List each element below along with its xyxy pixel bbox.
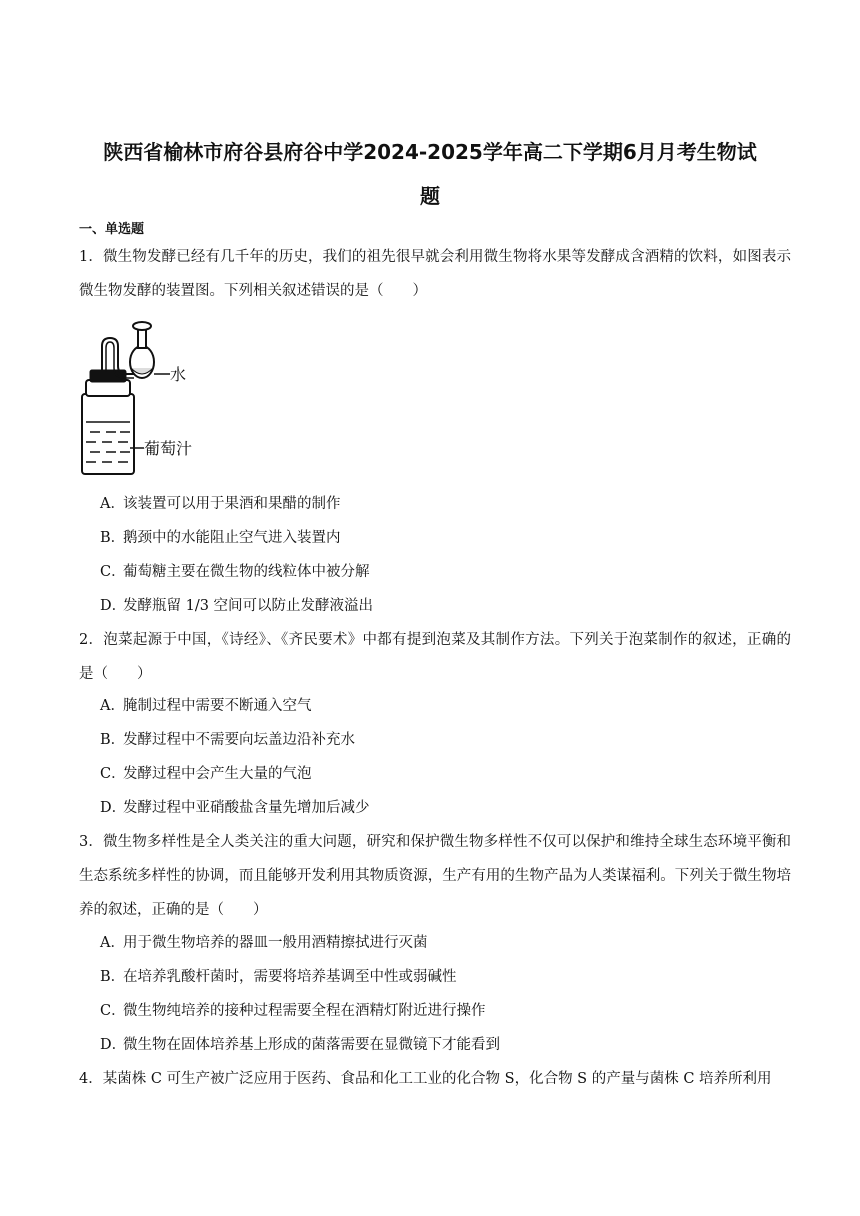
figure-label-grape-juice: 葡萄汁 bbox=[144, 439, 193, 458]
question-3-option-a: A．用于微生物培养的器皿一般用酒精擦拭进行灭菌 bbox=[100, 935, 428, 951]
figure-label-water: 水 bbox=[170, 365, 187, 384]
question-2-option-d: D．发酵过程中亚硝酸盐含量先增加后减少 bbox=[100, 800, 370, 816]
question-3-option-c: C．微生物纯培养的接种过程需要全程在酒精灯附近进行操作 bbox=[100, 1003, 486, 1019]
question-1-option-b: B．鹅颈中的水能阻止空气进入装置内 bbox=[100, 530, 341, 546]
question-2-option-b: B．发酵过程中不需要向坛盖边沿补充水 bbox=[100, 732, 355, 748]
question-1-option-c: C．葡萄糖主要在微生物的线粒体中被分解 bbox=[100, 564, 370, 580]
question-1-stem: 1．微生物发酵已经有几千年的历史，我们的祖先很早就会利用微生物将水果等发酵成含酒精的饮料，如图表示微生物发酵的装置图。下列相关叙述错误的是（ ） bbox=[79, 249, 791, 299]
section-heading: 一、单选题 bbox=[79, 222, 145, 237]
fermentation-apparatus-figure bbox=[78, 314, 208, 478]
question-1-option-a: A．该装置可以用于果酒和果醋的制作 bbox=[100, 496, 341, 512]
question-3-option-d: D．微生物在固体培养基上形成的菌落需要在显微镜下才能看到 bbox=[100, 1037, 500, 1053]
question-2-option-c: C．发酵过程中会产生大量的气泡 bbox=[100, 766, 312, 782]
page-title-continued: 题 bbox=[420, 184, 440, 208]
question-2-stem: 2．泡菜起源于中国，《诗经》、《齐民要术》中都有提到泡菜及其制作方法。下列关于泡菜制作的叙述，正确的是（ ） bbox=[79, 632, 791, 682]
question-3-stem: 3．微生物多样性是全人类关注的重大问题，研究和保护微生物多样性不仅可以保护和维持全球生态环境平衡和生态系统多样性的协调，而且能够开发利用其物质资源，生产有用的生物产品为人类谋福利。下列关于微生物培养的叙述，正确的是（ ） bbox=[79, 834, 791, 918]
question-3-option-b: B．在培养乳酸杆菌时，需要将培养基调至中性或弱碱性 bbox=[100, 969, 457, 985]
question-4-stem: 4．某菌株 C 可生产被广泛应用于医药、食品和化工工业的化合物 S，化合物 S 的产量与菌株 C 培养所利用 bbox=[79, 1071, 772, 1087]
question-2-option-a: A．腌制过程中需要不断通入空气 bbox=[100, 698, 312, 714]
question-1-option-d: D．发酵瓶留 1/3 空间可以防止发酵液溢出 bbox=[100, 598, 374, 614]
page-title: 陕西省榆林市府谷县府谷中学2024-2025学年高二下学期6月月考生物试 bbox=[103, 140, 757, 164]
